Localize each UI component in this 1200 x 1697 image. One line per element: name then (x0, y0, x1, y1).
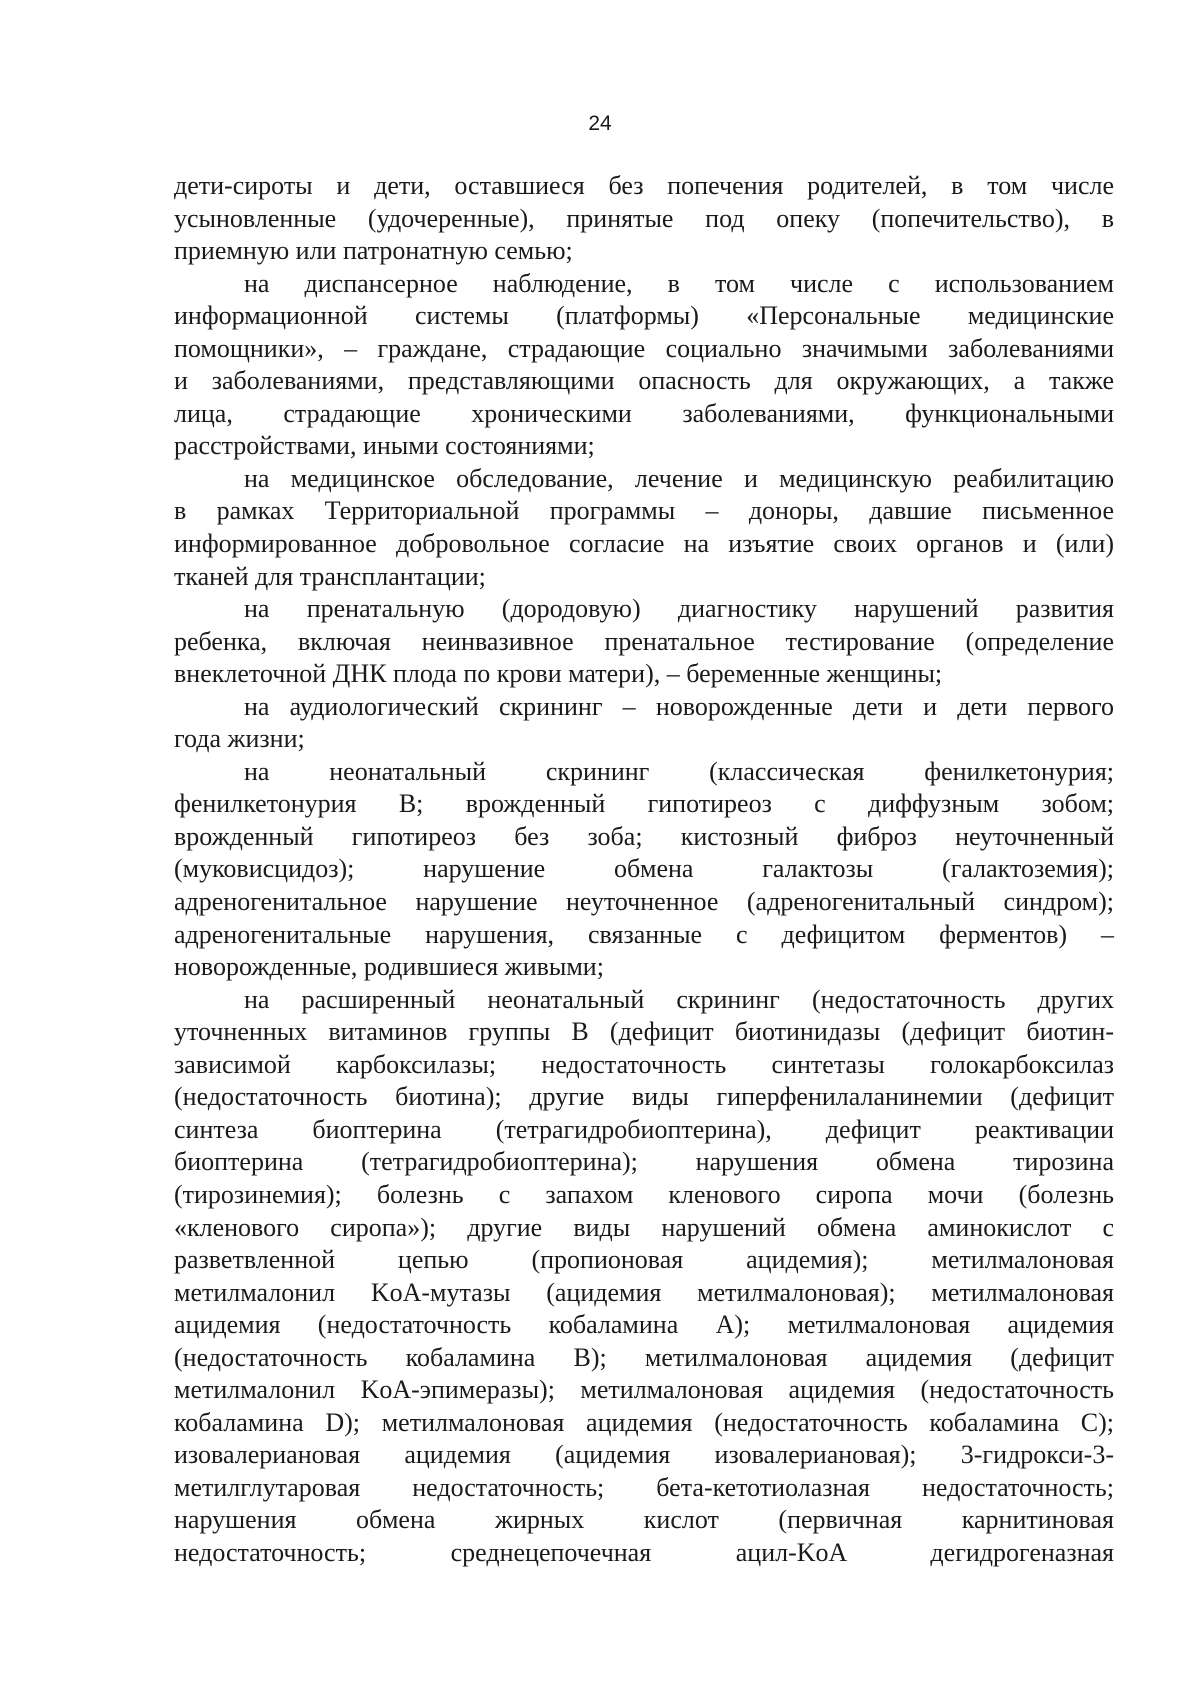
text-line: расстройствами, иными состояниями; (174, 431, 595, 461)
text-line: биоптерина (тетрагидробиоптерина); нарушения обмена тирозина (174, 1147, 1114, 1177)
text-line: (муковисцидоз); нарушение обмена галактозы (галактоземия); (174, 854, 1114, 884)
text-line: усыновленные (удочеренные), принятые под опеку (попечительство), в (174, 203, 1114, 233)
text-line: адреногенитальное нарушение неуточненное (адреногенитальный синдром); (174, 887, 1114, 917)
text-line: информационной системы (платформы) «Персональные медицинские (174, 301, 1114, 331)
text-line: зависимой карбоксилазы; недостаточность синтетазы голокарбоксилаз (174, 1049, 1114, 1079)
text-line: (недостаточность биотина); другие виды гиперфенилаланинемии (дефицит (174, 1082, 1114, 1112)
paragraph (174, 691, 1114, 756)
paragraph (174, 463, 1114, 593)
paragraph (174, 593, 1114, 691)
text-line: кобаламина D); метилмалоновая ацидемия (недостаточность кобаламина C); (174, 1407, 1114, 1437)
text-line: лица, страдающие хроническими заболеваниями, функциональными (174, 398, 1114, 428)
text-line: врожденный гипотиреоз без зоба; кистозный фиброз неуточненный (174, 821, 1114, 851)
paragraph (174, 268, 1114, 463)
text-line: на аудиологический скрининг – новорожденные дети и дети первого (244, 691, 1114, 721)
text-line: синтеза биоптерина (тетрагидробиоптерина), дефицит реактивации (174, 1114, 1114, 1144)
text-line: изовалериановая ацидемия (ацидемия изовалериановая); 3-гидрокси-3- (174, 1440, 1114, 1470)
body-text (174, 170, 1114, 1570)
text-line: дети-сироты и дети, оставшиеся без попечения родителей, в том числе (174, 171, 1114, 200)
text-line: адреногенитальные нарушения, связанные с дефицитом ферментов) – (174, 919, 1114, 949)
text-line: метилглутаровая недостаточность; бета-кетотиолазная недостаточность; (174, 1472, 1114, 1502)
text-line: недостаточность; среднецепочечная ацил-KoA дегидрогеназная (174, 1537, 1114, 1567)
text-line: информированное добровольное согласие на изъятие своих органов и (или) (174, 529, 1114, 559)
text-line: ребенка, включая неинвазивное пренатальное тестирование (определение (174, 626, 1114, 656)
text-line: метилмалонил KoA-эпимеразы); метилмалоновая ацидемия (недостаточность (174, 1375, 1114, 1405)
text-line: метилмалонил KoA-мутазы (ацидемия метилмалоновая); метилмалоновая (174, 1277, 1114, 1307)
text-line: и заболеваниями, представляющими опасность для окружающих, а также (174, 366, 1114, 396)
text-line: новорожденные, родившиеся живыми; (174, 952, 604, 982)
text-line: приемную или патронатную семью; (174, 236, 573, 266)
text-line: в рамках Территориальной программы – доноры, давшие письменное (174, 496, 1114, 526)
page-number: 24 (588, 112, 612, 135)
paragraph (174, 984, 1114, 1570)
text-line: нарушения обмена жирных кислот (первичная карнитиновая (174, 1505, 1114, 1535)
text-line: на расширенный неонатальный скрининг (недостаточность других (244, 984, 1114, 1014)
text-line: помощники», – граждане, страдающие социально значимыми заболеваниями (174, 333, 1114, 363)
text-line: фенилкетонурия B; врожденный гипотиреоз с диффузным зобом; (174, 789, 1114, 819)
text-line: на неонатальный скрининг (классическая фенилкетонурия; (244, 756, 1114, 786)
text-line: на медицинское обследование, лечение и медицинскую реабилитацию (244, 463, 1114, 493)
text-line: на пренатальную (дородовую) диагностику нарушений развития (244, 594, 1114, 624)
text-line: ацидемия (недостаточность кобаламина A); метилмалоновая ацидемия (174, 1310, 1114, 1340)
text-line: тканей для трансплантации; (174, 561, 486, 591)
text-line: года жизни; (174, 724, 305, 754)
text-line: уточненных витаминов группы B (дефицит биотинидазы (дефицит биотин- (174, 1017, 1114, 1047)
text-line: на диспансерное наблюдение, в том числе с использованием (244, 268, 1114, 298)
text-line: разветвленной цепью (пропионовая ацидемия); метилмалоновая (174, 1245, 1114, 1275)
paragraph (174, 170, 1114, 268)
text-line: внеклеточной ДНК плода по крови матери), – беременные женщины; (174, 659, 943, 689)
paragraph (174, 756, 1114, 984)
text-line: (тирозинемия); болезнь с запахом кленового сиропа мочи (болезнь (174, 1179, 1114, 1209)
text-line: (недостаточность кобаламина B); метилмалоновая ацидемия (дефицит (174, 1342, 1114, 1372)
text-line: «кленового сиропа»); другие виды нарушений обмена аминокислот с (174, 1212, 1114, 1242)
